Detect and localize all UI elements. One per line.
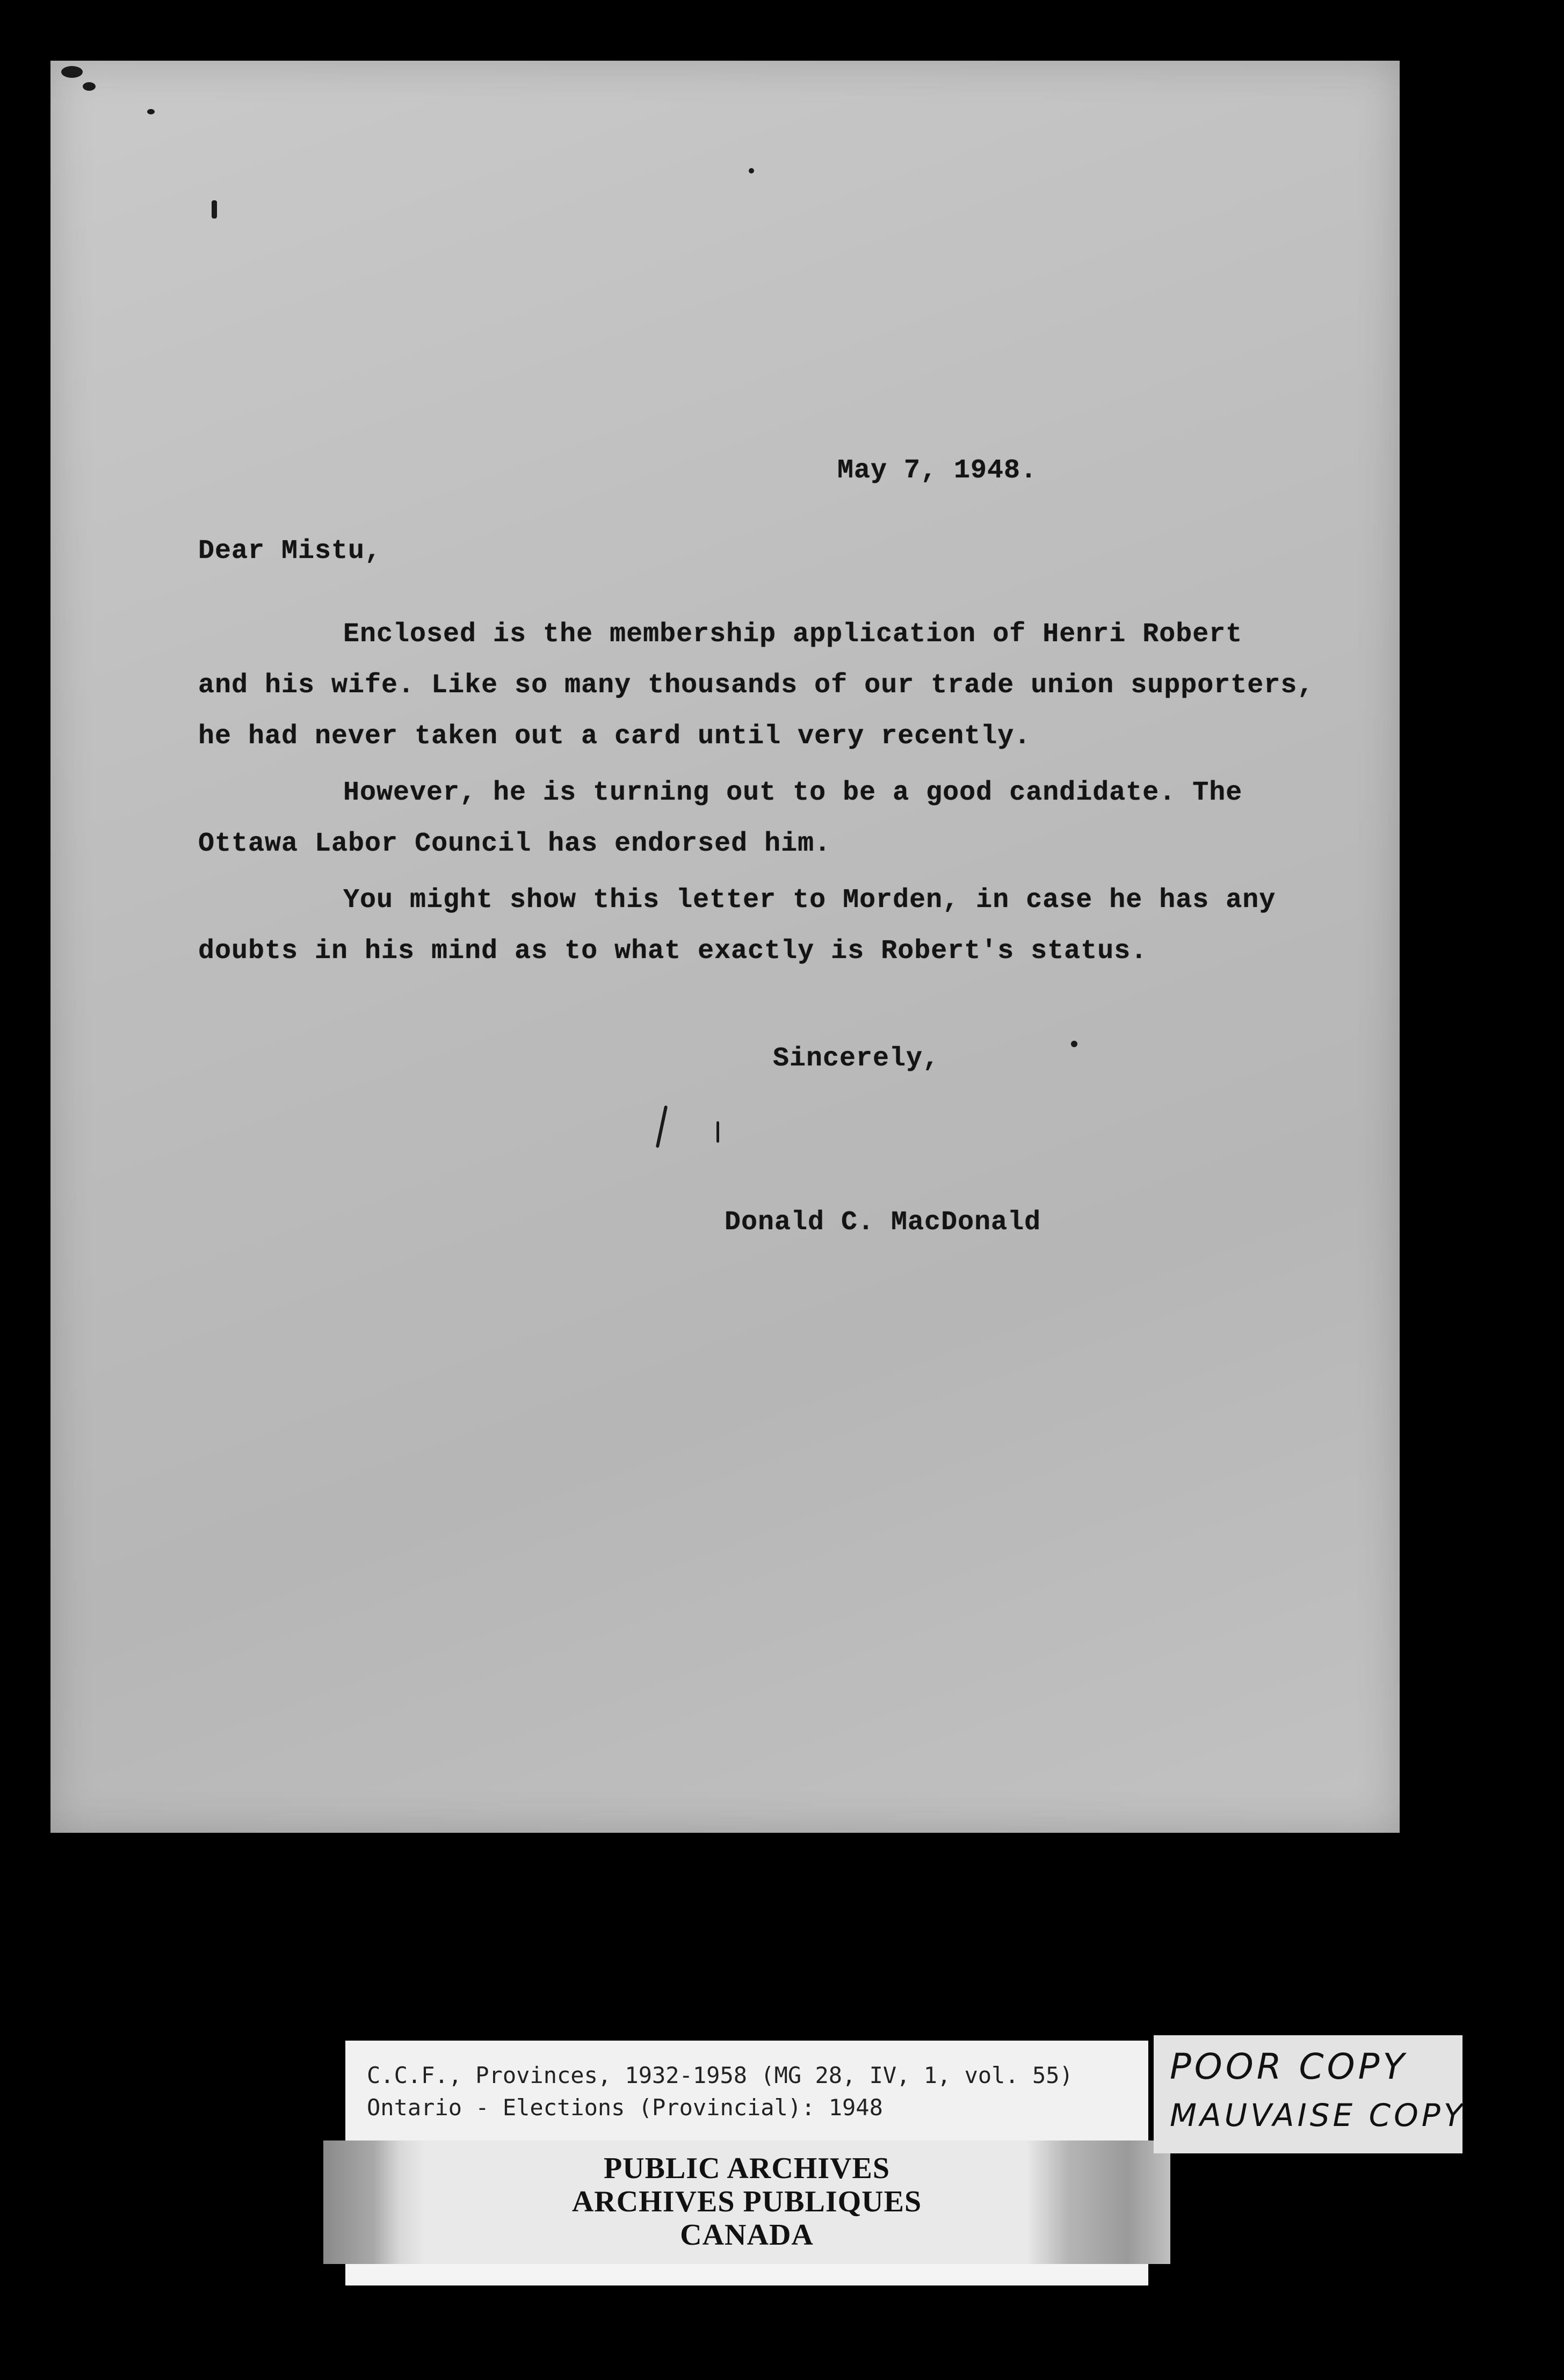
letter-body-line: You might show this letter to Morden, in case he has any [343,885,1276,916]
letter-page [50,61,1400,1833]
letter-date: May 7, 1948. [837,455,1038,486]
archive-reference [345,2041,1148,2143]
label-edge [345,2264,1148,2285]
archive-reference-line: C.C.F., Provinces, 1932-1958 (MG 28, IV, 1, vol. 55) [367,2062,1073,2088]
archive-reference-line: Ontario - Elections (Provincial): 1948 [367,2094,883,2121]
speck [1071,1041,1077,1047]
speck [749,168,754,173]
letter-salutation: Dear Mistu, [198,536,382,567]
speck [61,66,83,78]
letter-body-line: Ottawa Labor Council has endorsed him. [198,829,831,859]
archives-stamp [323,2140,1170,2264]
letter-body-line: and his wife. Like so many thousands of our trade union supporters, [198,670,1314,701]
mauvaise-copy-text: MAUVAISE COPY [1170,2097,1466,2134]
letter-signature: Donald C. MacDonald [725,1207,1041,1238]
poor-copy-text: POOR COPY [1170,2046,1408,2087]
stamp-line: PUBLIC ARCHIVES [603,2152,890,2185]
letter-body-line: he had never taken out a card until very recently. [198,721,1031,752]
speck [83,82,96,91]
stamp-line: ARCHIVES PUBLIQUES [571,2185,922,2218]
letter-body-line: Enclosed is the membership application of Henri Robert [343,619,1243,650]
archive-label [345,2041,1148,2285]
letter-body-line: doubts in his mind as to what exactly is Robert's status. [198,936,1148,967]
speck [716,1121,719,1143]
speck [212,200,217,219]
speck [147,109,155,114]
speck [656,1105,668,1148]
stamp-line: CANADA [680,2218,814,2252]
poor-copy-label [1154,2035,1466,2153]
letter-closing: Sincerely, [773,1043,940,1074]
letter-body-line: However, he is turning out to be a good candidate. The [343,778,1243,808]
